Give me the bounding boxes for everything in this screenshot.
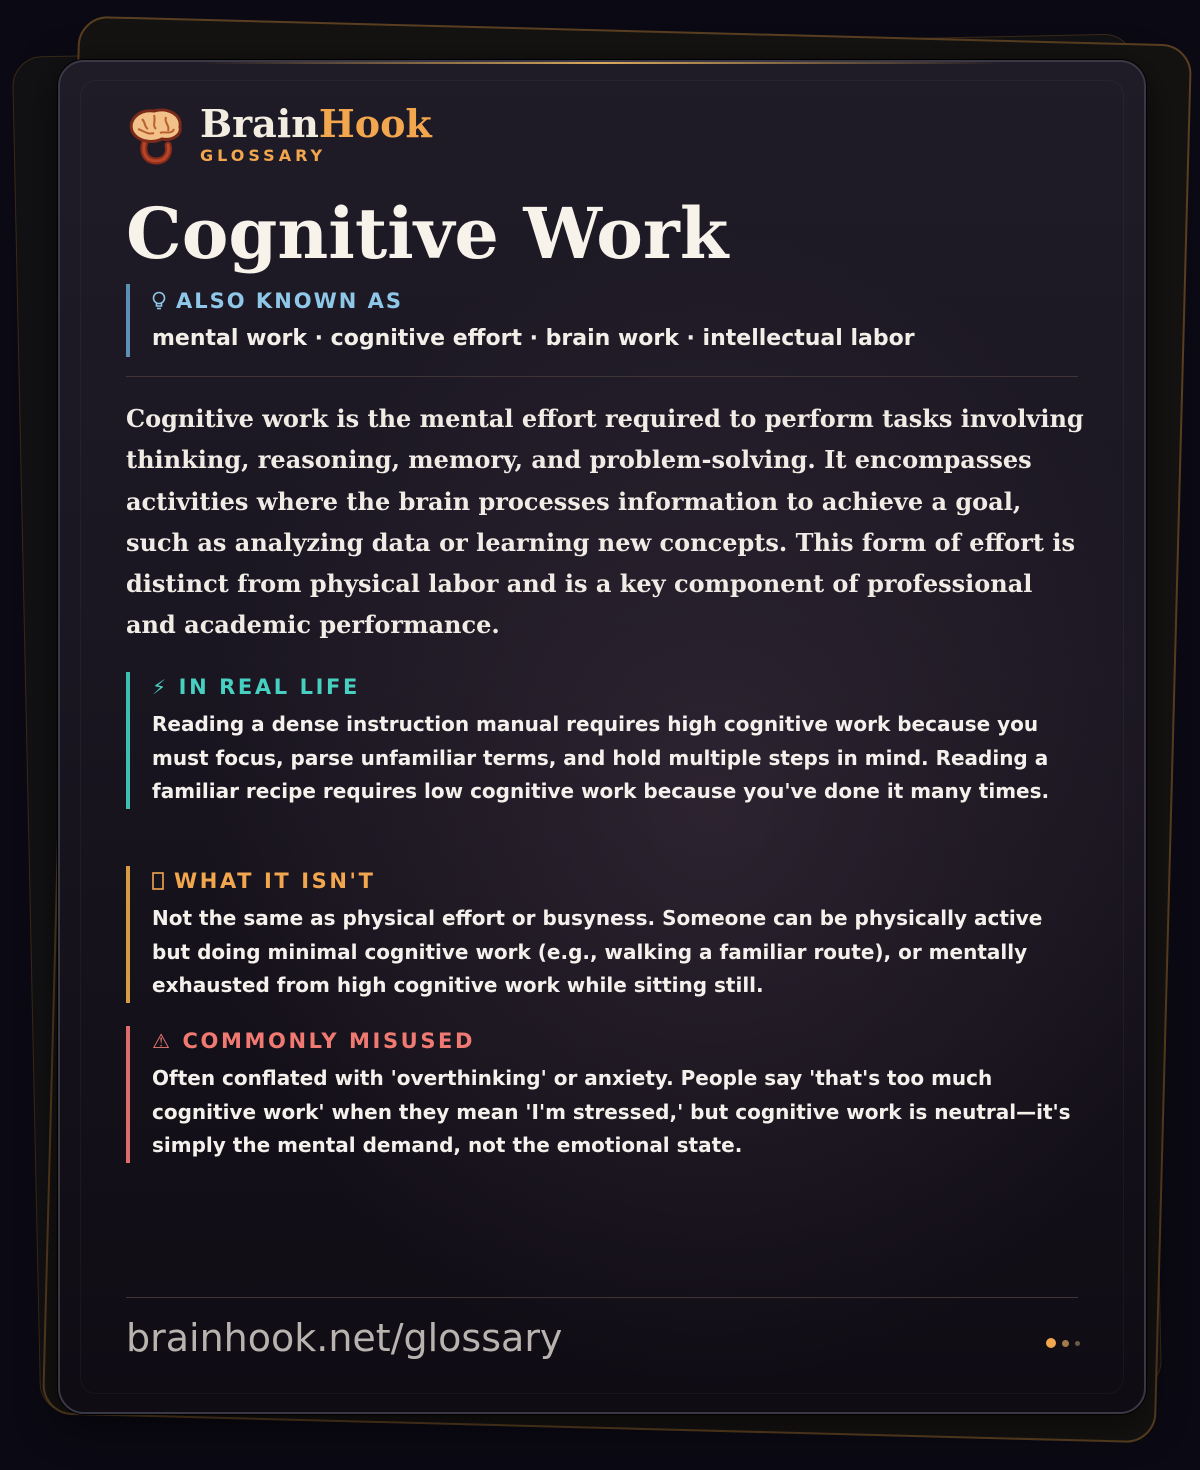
pagination-dot — [1062, 1340, 1069, 1347]
brand-name-part1: Brain — [200, 101, 319, 146]
brand-name-part2: Hook — [318, 101, 432, 146]
brand-name — [200, 101, 432, 146]
what-it-isnt-label — [152, 866, 1078, 896]
in-real-life-section — [126, 672, 1078, 809]
footer-divider — [126, 1297, 1078, 1298]
commonly-misused-section — [126, 1026, 1078, 1163]
pagination-dot — [1075, 1341, 1080, 1346]
what-it-isnt-text: Not the same as physical effort or busyness. Someone can be physically active but doing minimal cognitive work (e.g., walking a familiar route), or mentally exhausted from high cognitive work while sitting still. — [152, 906, 1043, 998]
brand-subtitle: GLOSSARY — [200, 146, 327, 165]
commonly-misused-label-text: COMMONLY MISUSED — [182, 1029, 476, 1053]
warning-icon: ⚠ — [152, 1029, 173, 1053]
in-real-life-label-text: IN REAL LIFE — [178, 675, 360, 699]
in-real-life-label — [152, 672, 1078, 702]
commonly-misused-label — [152, 1026, 1078, 1056]
brain-hook-logo-icon — [126, 105, 184, 165]
term-title: Cognitive Work — [126, 192, 729, 275]
brand-header — [126, 101, 432, 165]
lightbulb-icon — [152, 291, 166, 311]
lightning-icon: ⚡ — [152, 675, 169, 699]
card-top-highlight — [200, 62, 1004, 64]
pagination-dot-active — [1046, 1338, 1056, 1348]
commonly-misused-text: Often conflated with 'overthinking' or anxiety. People say 'that's too much cognitive work' when they mean 'I'm stressed,' but cognitive work is neutral—it's simply the mental demand, not the emotional state. — [152, 1066, 1071, 1158]
divider — [126, 376, 1078, 377]
what-it-isnt-section — [126, 866, 1078, 1003]
what-it-isnt-label-text: WHAT IT ISN'T — [174, 869, 376, 893]
definition-text: Cognitive work is the mental effort required to perform tasks involving thinking, reasoning, memory, and problem-solving. It encompasses activities where the brain processes information to achieve a goal, such as analyzing data or learning new concepts. This form of effort is distinct from physical labor and is a key component of professional and academic performance. — [126, 404, 1084, 640]
also-known-as-label — [152, 284, 915, 318]
also-known-as-terms: mental work · cognitive effort · brain work · intellectual labor — [152, 326, 915, 351]
in-real-life-text: Reading a dense instruction manual requires high cognitive work because you must focus, parse unfamiliar terms, and hold multiple steps in mind. Reading a familiar recipe requires low cognitive work because you've done it many times. — [152, 712, 1050, 804]
glossary-card — [58, 60, 1146, 1414]
footer-url-link[interactable]: brainhook.net/glossary — [126, 1316, 563, 1360]
pagination-dots — [1046, 1338, 1080, 1348]
also-known-as-text: ALSO KNOWN AS — [176, 289, 404, 313]
also-known-as-block — [126, 284, 915, 357]
no-entry-icon — [152, 871, 164, 891]
